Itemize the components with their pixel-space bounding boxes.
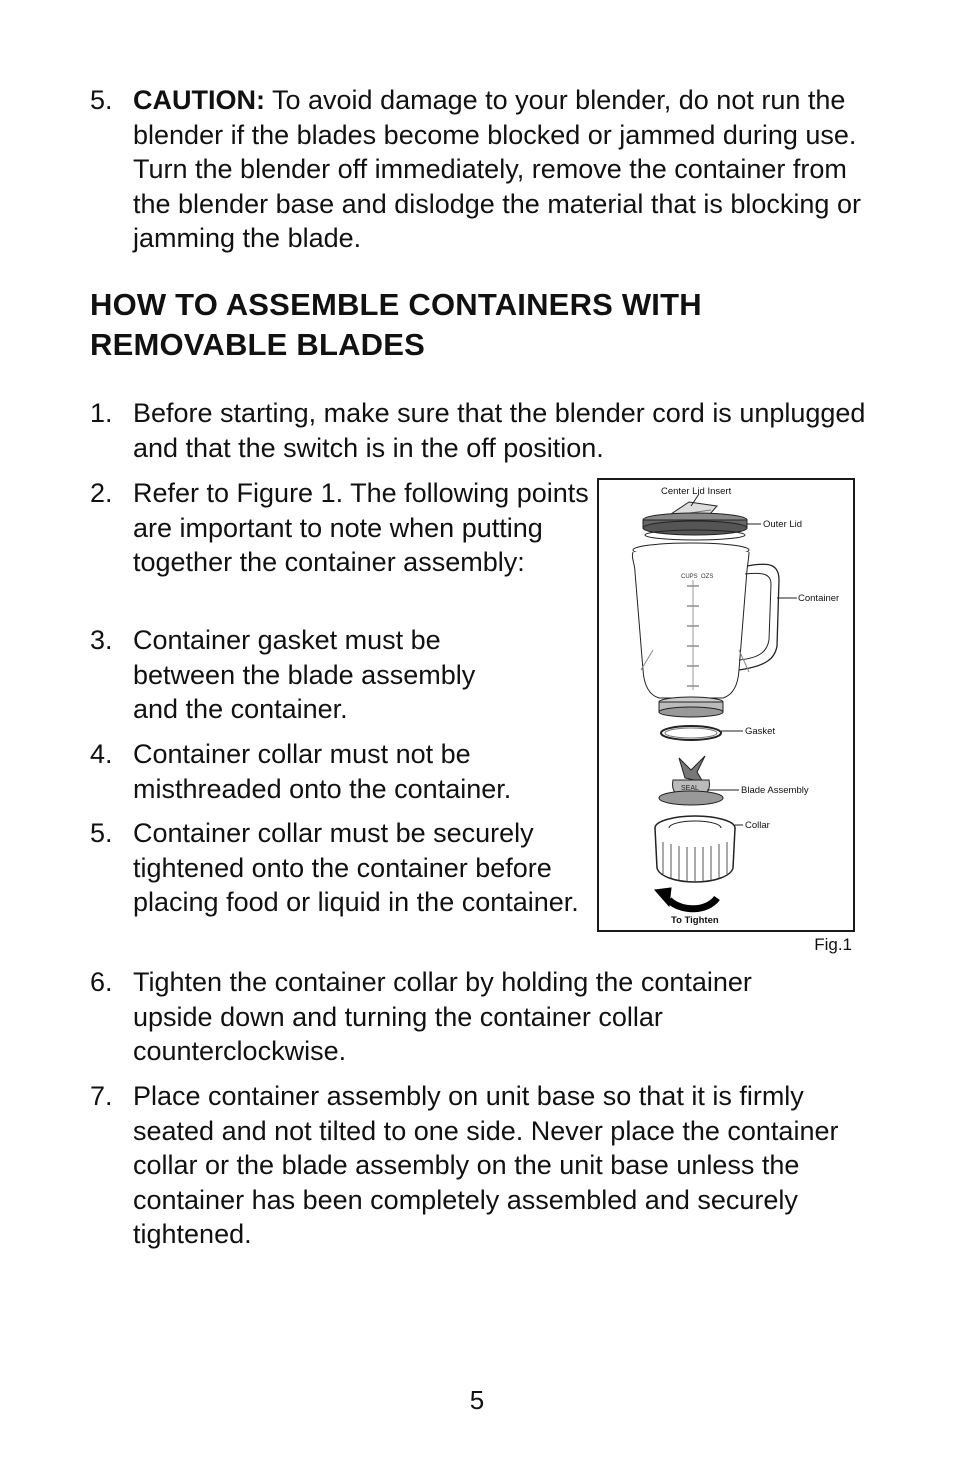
step-text: Refer to Figure 1. The following points are important to note when putting together the container assembly: [133, 478, 589, 577]
caution-number: 5. [90, 85, 113, 115]
step-3 [90, 623, 520, 727]
container-label: Container [798, 593, 840, 604]
page-number: 5 [469, 1385, 485, 1415]
outer-lid-label: Outer Lid [763, 519, 803, 530]
outer-lid-part [643, 513, 747, 540]
step-5 [90, 816, 580, 920]
step-text: Container collar must be securely tightened onto the container before placing food or liquid in the container. [133, 818, 579, 917]
caution-text [133, 83, 870, 256]
cups-label: CUPS [681, 574, 698, 580]
step-number: 5. [90, 818, 113, 848]
step-number: 6. [90, 967, 113, 997]
step-2 [90, 476, 590, 580]
step-text: Place container assembly on unit base so that it is firmly seated and not tilted to one side. Never place the container collar or the blade assembly on the unit base unless the container has been completely assembled and securely tightened. [133, 1081, 839, 1249]
caution-body: To avoid damage to your blender, do not run the blender if the blades become blocked or jammed during use. Turn the blender off immediately, remove the container from the blender base and dislodge the material that is blocking or jamming the blade. [133, 85, 861, 253]
step-number: 2. [90, 478, 113, 508]
section-heading: HOW TO ASSEMBLE CONTAINERS WITH REMOVABLE BLADES [90, 287, 702, 362]
step-7 [90, 1079, 870, 1252]
step-number: 1. [90, 398, 113, 428]
step-number: 4. [90, 739, 113, 769]
blender-exploded-diagram [599, 480, 853, 930]
step-4 [90, 737, 570, 806]
gasket-label: Gasket [745, 726, 776, 737]
caution-item [90, 83, 870, 256]
step-6 [90, 965, 830, 1069]
step-text: Tighten the container collar by holding the container upside down and turning the container collar counterclockwise. [133, 967, 752, 1066]
step-number: 7. [90, 1081, 113, 1111]
blade-assembly-label: Blade Assembly [741, 785, 809, 796]
blade-assembly-part [659, 756, 723, 805]
container-jar-part [632, 543, 779, 717]
collar-label: Collar [745, 820, 770, 831]
step-text: Before starting, make sure that the blender cord is unplugged and that the switch is in the off position. [133, 398, 866, 463]
to-tighten-label: To Tighten [671, 915, 719, 926]
tighten-arrow-icon [655, 888, 717, 909]
center-lid-insert-label: Center Lid Insert [661, 486, 732, 497]
seal-label: SEAL [681, 785, 699, 792]
step-number: 3. [90, 625, 113, 655]
gasket-part [661, 726, 721, 740]
figure-caption: Fig.1 [814, 935, 852, 954]
step-1 [90, 396, 870, 465]
step-text: Container gasket must be between the blade assembly and the container. [133, 625, 476, 724]
ozs-label: OZS [701, 574, 714, 580]
collar-part [655, 816, 735, 882]
figure-1 [597, 478, 855, 932]
step-text: Container collar must not be misthreaded onto the container. [133, 739, 512, 804]
caution-label: CAUTION: [133, 85, 265, 115]
